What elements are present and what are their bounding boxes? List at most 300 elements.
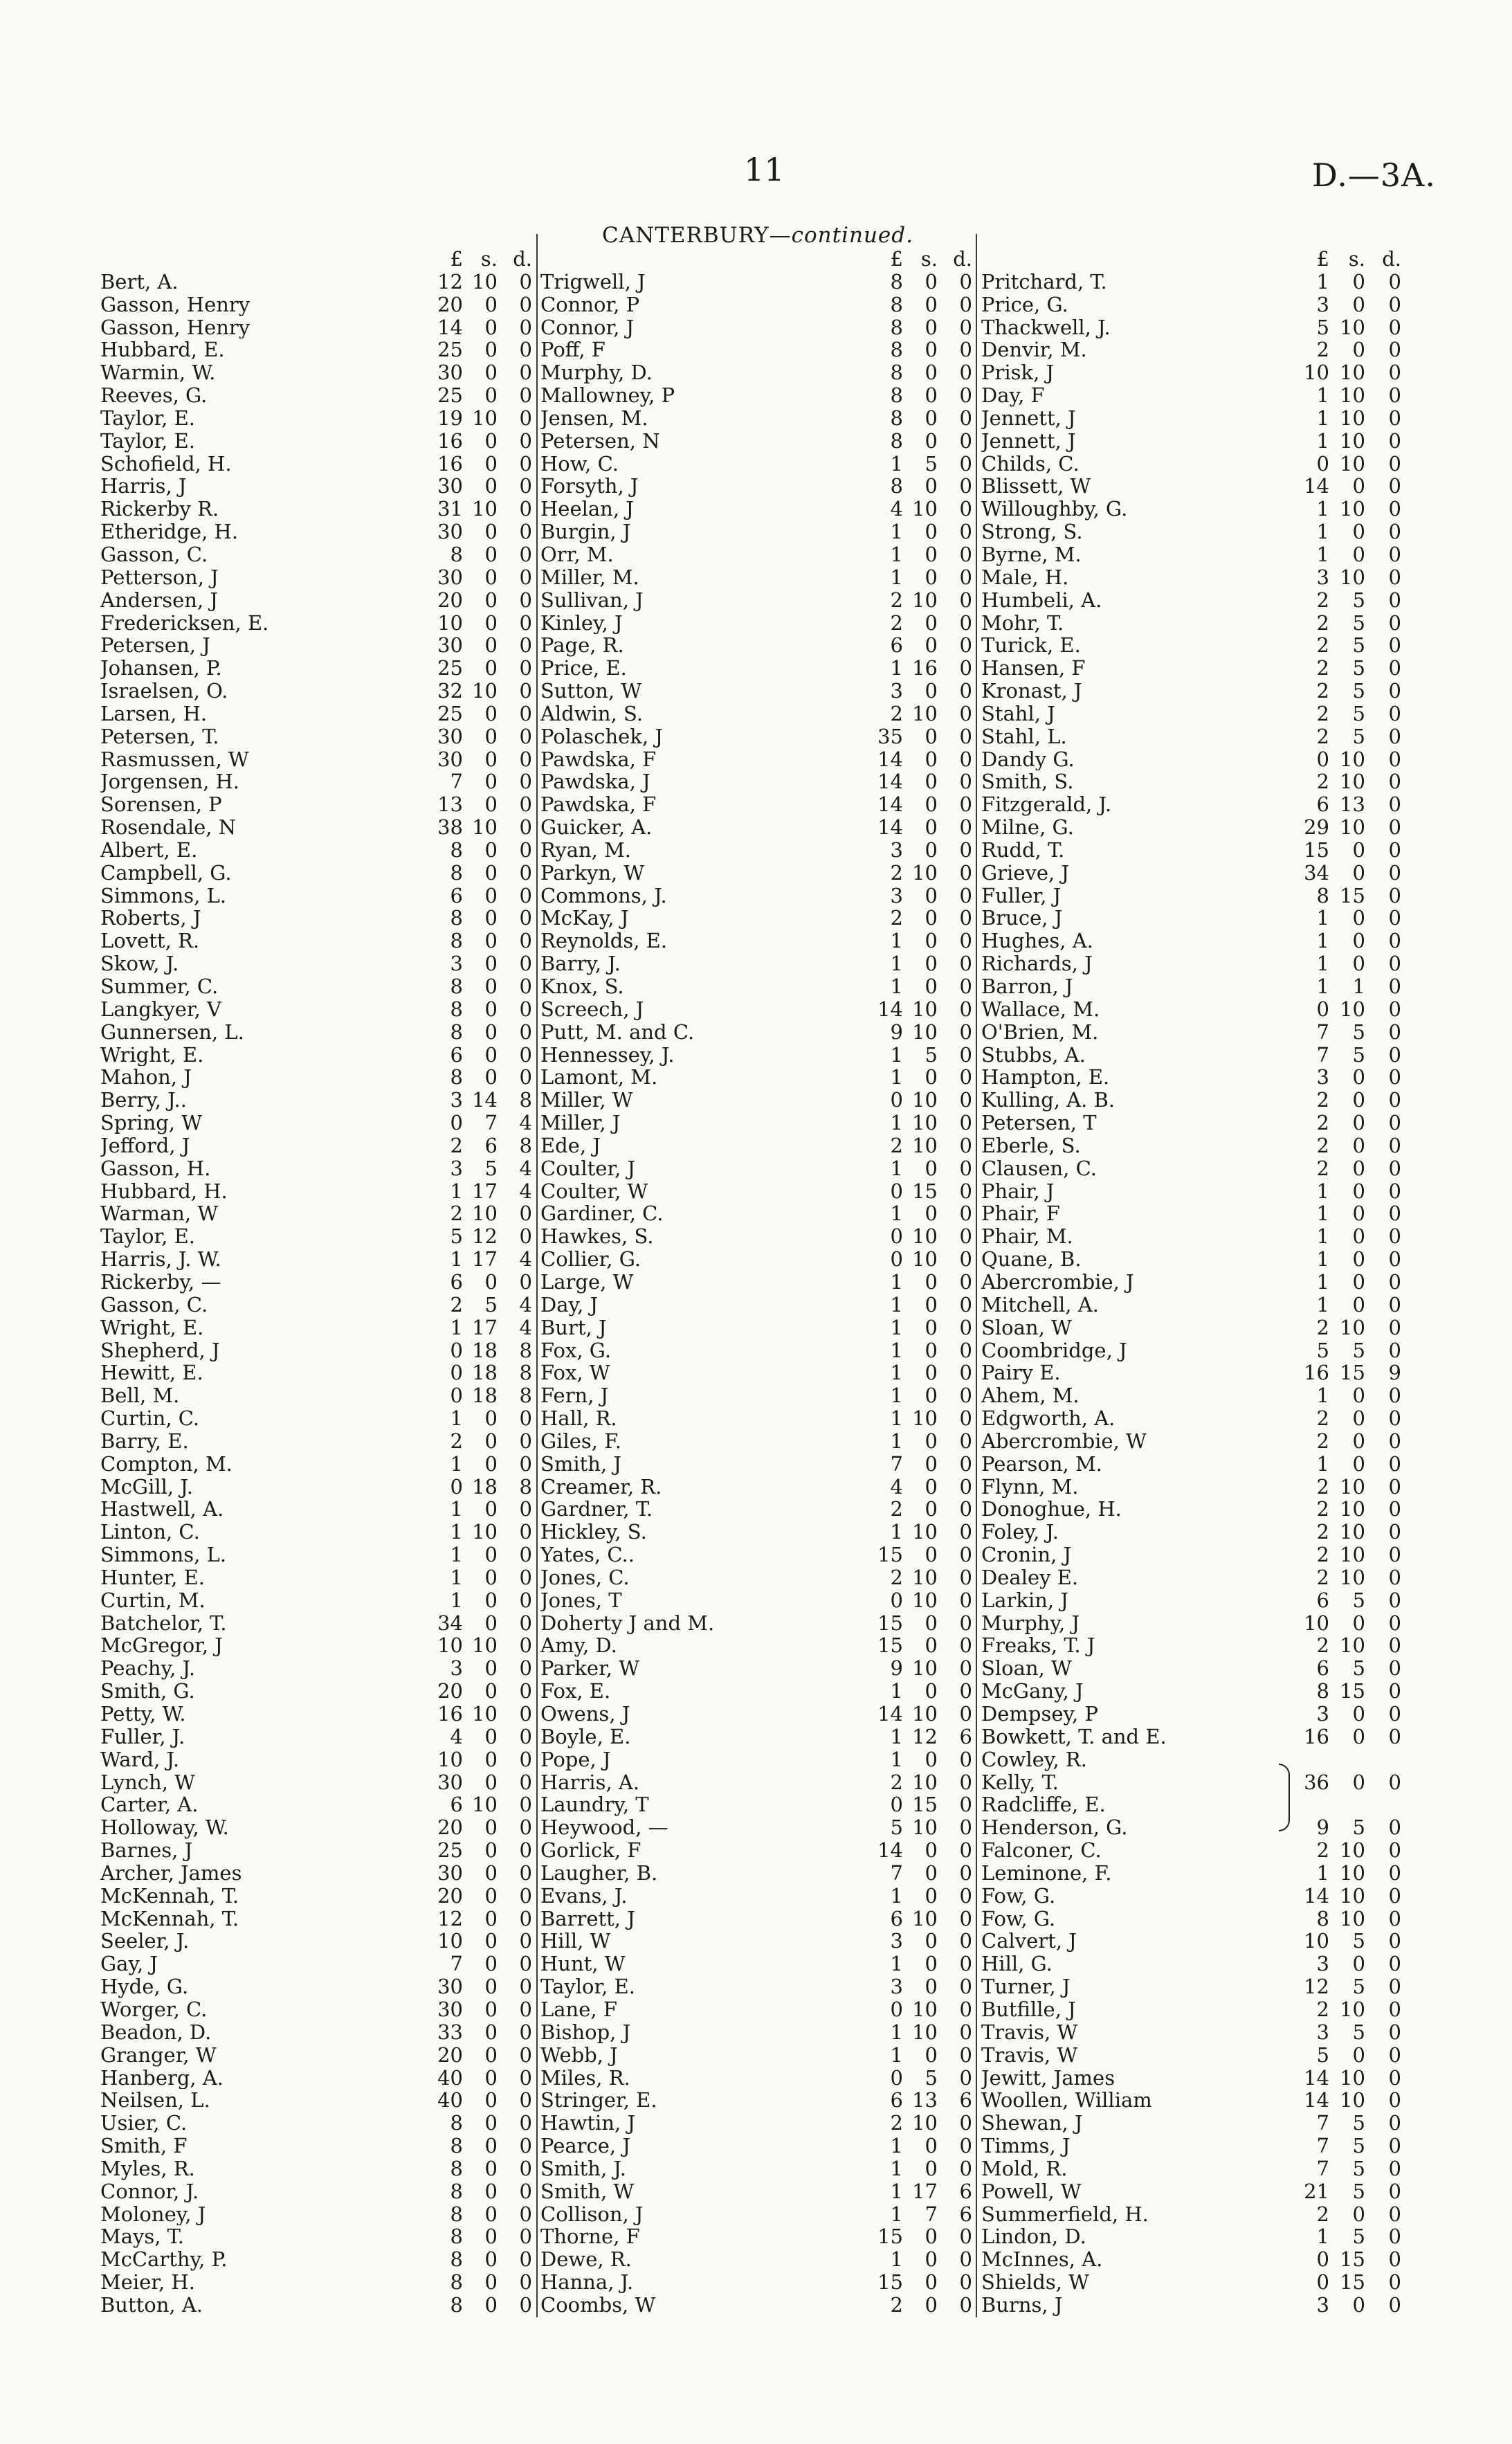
ledger-row bbox=[540, 475, 990, 498]
ledger-row bbox=[981, 2180, 1431, 2203]
entry-pence: 0 bbox=[519, 1543, 532, 1567]
entry-pence: 0 bbox=[959, 1269, 972, 1294]
entry-pounds: 2 bbox=[890, 610, 903, 635]
entry-pence: 0 bbox=[1388, 1451, 1401, 1476]
entry-name: Pope, J bbox=[540, 1748, 611, 1771]
entry-name: Reynolds, E. bbox=[540, 930, 668, 953]
entry-pounds: 6 bbox=[450, 1042, 463, 1067]
entry-pence: 0 bbox=[1388, 1384, 1401, 1408]
entry-name: Mold, R. bbox=[981, 2157, 1068, 2180]
entry-name: Smith, F bbox=[100, 2135, 188, 2157]
entry-shillings: 0 bbox=[1352, 1611, 1365, 1635]
entry-pence: 0 bbox=[519, 2202, 532, 2226]
entry-shillings: 10 bbox=[1340, 770, 1365, 794]
entry-pence: 0 bbox=[959, 793, 972, 817]
entry-pence: 0 bbox=[1388, 1906, 1401, 1930]
entry-pounds: 1 bbox=[890, 1952, 903, 1976]
entry-pence: 0 bbox=[519, 542, 532, 566]
entry-pence: 0 bbox=[519, 747, 532, 771]
entry-name: Shepherd, J bbox=[100, 1339, 220, 1362]
entry-pounds: 8 bbox=[890, 269, 903, 293]
entry-name: Donoghue, H. bbox=[981, 1498, 1122, 1521]
entry-shillings: 5 bbox=[1352, 1816, 1365, 1840]
entry-shillings: 0 bbox=[1352, 474, 1365, 498]
entry-pence: 0 bbox=[959, 1883, 972, 1908]
entry-pence: 0 bbox=[959, 1679, 972, 1703]
entry-shillings: 5 bbox=[1352, 1656, 1365, 1681]
ledger-row bbox=[100, 1384, 550, 1407]
entry-pounds: 6 bbox=[1316, 1588, 1329, 1612]
entry-shillings: 0 bbox=[484, 474, 498, 498]
entry-shillings: 10 bbox=[912, 1702, 938, 1726]
ledger-row bbox=[540, 2271, 990, 2294]
entry-name: Beadon, D. bbox=[100, 2020, 212, 2044]
entry-name: Lindon, D. bbox=[981, 2225, 1086, 2249]
entry-pence: 0 bbox=[519, 497, 532, 521]
ledger-row bbox=[981, 1975, 1431, 1998]
ledger-row bbox=[981, 930, 1431, 952]
entry-pounds: 14 bbox=[877, 997, 903, 1021]
entry-pounds: 8 bbox=[450, 542, 463, 566]
ledger-row bbox=[100, 2135, 550, 2157]
entry-pence: 0 bbox=[1388, 1224, 1401, 1249]
ledger-row bbox=[100, 1498, 550, 1521]
entry-pence: 0 bbox=[1388, 1770, 1401, 1794]
ledger-row bbox=[100, 1430, 550, 1453]
entry-name: Denvir, M. bbox=[981, 338, 1087, 362]
entry-pence: 0 bbox=[1388, 860, 1401, 885]
entry-pence: 0 bbox=[519, 428, 532, 453]
entry-shillings: 10 bbox=[1340, 2088, 1365, 2112]
page-number: 11 bbox=[744, 151, 785, 188]
ledger-row bbox=[981, 1612, 1431, 1635]
ledger-row bbox=[100, 1225, 550, 1248]
entry-name: Peachy, J. bbox=[100, 1657, 196, 1681]
entry-shillings: 10 bbox=[912, 1133, 938, 1157]
entry-pence: 0 bbox=[1388, 2156, 1401, 2180]
entry-shillings: 10 bbox=[912, 1770, 938, 1794]
entry-shillings: 0 bbox=[924, 1679, 938, 1703]
entry-pence: 0 bbox=[519, 633, 532, 658]
entry-shillings: 5 bbox=[1352, 656, 1365, 680]
entry-name: Webb, J bbox=[540, 2043, 618, 2067]
entry-pounds: 14 bbox=[877, 770, 903, 794]
entry-pounds bbox=[1289, 1748, 1333, 1771]
ledger-row bbox=[981, 1089, 1431, 1112]
entry-name: Gorlick, F bbox=[540, 1839, 641, 1862]
entry-name: Hyde, G. bbox=[100, 1975, 189, 1998]
entry-pence: 0 bbox=[959, 1451, 972, 1476]
entry-pence: 0 bbox=[959, 1338, 972, 1362]
entry-shillings: 0 bbox=[924, 383, 938, 408]
entry-shillings: 0 bbox=[924, 906, 938, 930]
entry-shillings: 10 bbox=[912, 497, 938, 521]
entry-pounds: 6 bbox=[450, 883, 463, 907]
ledger-row bbox=[540, 316, 990, 339]
entry-name: Milne, G. bbox=[981, 816, 1074, 839]
entry-pence: 0 bbox=[1388, 1656, 1401, 1681]
entry-pounds: 30 bbox=[437, 565, 463, 589]
entry-shillings: 7 bbox=[924, 2202, 938, 2226]
entry-pounds: 1 bbox=[450, 1543, 463, 1567]
entry-pence: 0 bbox=[519, 2043, 532, 2067]
entry-pounds: 1 bbox=[890, 1679, 903, 1703]
entry-pence: 0 bbox=[519, 565, 532, 589]
ledger-row bbox=[100, 1703, 550, 1726]
entry-pence: 0 bbox=[959, 588, 972, 612]
document-code: D.—3A. bbox=[1312, 156, 1436, 194]
entry-shillings: 0 bbox=[484, 838, 498, 862]
entry-pounds: 20 bbox=[437, 2043, 463, 2067]
entry-shillings: 0 bbox=[1352, 2292, 1365, 2317]
entry-shillings: 0 bbox=[924, 1269, 938, 1294]
entry-pounds: 2 bbox=[890, 588, 903, 612]
entry-pence: 0 bbox=[1388, 474, 1401, 498]
entry-name: Bruce, J bbox=[981, 907, 1063, 930]
entry-shillings: 15 bbox=[1340, 1679, 1365, 1703]
entry-name: Granger, W bbox=[100, 2043, 217, 2067]
entry-pounds: 2 bbox=[1316, 1997, 1329, 2021]
entry-name: Miller, M. bbox=[540, 565, 639, 589]
ledger-row bbox=[100, 521, 550, 543]
entry-name: Carter, A. bbox=[100, 1793, 199, 1817]
entry-name: Gasson, C. bbox=[100, 543, 208, 566]
entry-shillings: 10 bbox=[912, 1088, 938, 1112]
entry-shillings: 10 bbox=[472, 497, 498, 521]
ledger-row bbox=[540, 498, 990, 521]
ledger-row bbox=[540, 1521, 990, 1544]
ledger-row bbox=[981, 1248, 1431, 1271]
entry-pence: 0 bbox=[1388, 906, 1401, 930]
entry-pence: 0 bbox=[519, 1451, 532, 1476]
entry-pounds: 8 bbox=[890, 315, 903, 339]
entry-shillings: 0 bbox=[1352, 292, 1365, 316]
entry-pounds: 4 bbox=[450, 1724, 463, 1748]
entry-shillings: 0 bbox=[1352, 1156, 1365, 1180]
entry-name: Kronast, J bbox=[981, 680, 1082, 703]
entry-shillings: 0 bbox=[484, 588, 498, 612]
entry-shillings: 0 bbox=[924, 1202, 938, 1226]
entry-pounds: 2 bbox=[1316, 701, 1329, 725]
entry-pounds: 10 bbox=[437, 610, 463, 635]
entry-pounds: 0 bbox=[450, 1338, 463, 1362]
entry-pence: 0 bbox=[519, 2225, 532, 2249]
entry-pence: 0 bbox=[1388, 1269, 1401, 1294]
entry-shillings: 0 bbox=[484, 2134, 498, 2158]
entry-pence: 0 bbox=[959, 1633, 972, 1658]
entry-pence: 0 bbox=[1388, 815, 1401, 840]
entry-pence: 0 bbox=[519, 2156, 532, 2180]
entry-pence: 0 bbox=[959, 1656, 972, 1681]
entry-shillings: 10 bbox=[912, 588, 938, 612]
entry-pence: 0 bbox=[959, 1861, 972, 1885]
entry-shillings: 13 bbox=[912, 2088, 938, 2112]
entry-pounds: 1 bbox=[890, 542, 903, 566]
entry-pounds: 30 bbox=[437, 747, 463, 771]
ledger-row bbox=[100, 1839, 550, 1862]
entry-pounds: 8 bbox=[890, 428, 903, 453]
entry-name: Radcliffe, E. bbox=[981, 1793, 1106, 1817]
ledger-row bbox=[981, 293, 1431, 316]
entry-pounds: 1 bbox=[1316, 1179, 1329, 1203]
entry-shillings: 10 bbox=[472, 1702, 498, 1726]
entry-pounds: 1 bbox=[1316, 520, 1329, 544]
entry-pounds: 1 bbox=[1316, 906, 1329, 930]
entry-shillings: 0 bbox=[484, 1565, 498, 1589]
entry-pence: 0 bbox=[1388, 838, 1401, 862]
entry-pounds: 19 bbox=[437, 406, 463, 430]
ledger-row bbox=[100, 2044, 550, 2067]
ledger-row bbox=[100, 839, 550, 862]
entry-pounds: 30 bbox=[437, 1861, 463, 1885]
entry-name: Simmons, L. bbox=[100, 884, 227, 907]
entry-pence: 0 bbox=[959, 724, 972, 748]
ledger-row bbox=[540, 2225, 990, 2248]
entry-pounds: 1 bbox=[890, 1202, 903, 1226]
entry-shillings: 0 bbox=[484, 1020, 498, 1044]
entry-name: Dewe, R. bbox=[540, 2248, 632, 2272]
entry-pence: 0 bbox=[519, 1679, 532, 1703]
entry-shillings: 5 bbox=[484, 1292, 498, 1316]
entry-pence: 0 bbox=[959, 315, 972, 339]
entry-pence: 0 bbox=[1388, 1292, 1401, 1316]
entry-name: Summerfield, H. bbox=[981, 2202, 1149, 2226]
entry-name: Hewitt, E. bbox=[100, 1361, 203, 1385]
entry-name: McGany, J bbox=[981, 1680, 1084, 1703]
entry-pounds: 13 bbox=[437, 793, 463, 817]
entry-pounds: 29 bbox=[1304, 815, 1329, 840]
entry-name: Gardiner, C. bbox=[540, 1202, 664, 1226]
entry-name: Abercrombie, J bbox=[981, 1270, 1134, 1294]
entry-pence: 0 bbox=[1388, 1588, 1401, 1612]
ledger-row bbox=[100, 1771, 550, 1794]
ledger-row bbox=[540, 680, 990, 703]
entry-pence: 0 bbox=[1388, 383, 1401, 408]
entry-pence: 4 bbox=[519, 1111, 532, 1135]
entry-name: Fuller, J bbox=[981, 884, 1062, 907]
entry-pounds: 2 bbox=[1316, 1088, 1329, 1112]
entry-pence: 0 bbox=[1388, 1156, 1401, 1180]
section-title-main: CANTERBURY— bbox=[602, 223, 792, 248]
entry-name: Creamer, R. bbox=[540, 1475, 662, 1499]
entry-shillings: 0 bbox=[484, 1838, 498, 1863]
ledger-row bbox=[100, 589, 550, 612]
entry-pence: 0 bbox=[519, 361, 532, 385]
entry-name: Guicker, A. bbox=[540, 816, 653, 839]
entry-name: Summer, C. bbox=[100, 975, 219, 998]
entry-name: Orr, M. bbox=[540, 543, 614, 566]
entry-shillings: 0 bbox=[924, 2043, 938, 2067]
ledger-row bbox=[981, 1453, 1431, 1476]
entry-pence: 0 bbox=[1388, 1997, 1401, 2021]
entry-pence: 0 bbox=[959, 1292, 972, 1316]
entry-pounds: 0 bbox=[1316, 997, 1329, 1021]
entry-name: McKay, J bbox=[540, 907, 629, 930]
entry-shillings: 0 bbox=[924, 724, 938, 748]
entry-name: Batchelor, T. bbox=[100, 1611, 227, 1635]
entry-pence: 0 bbox=[519, 1770, 532, 1794]
entry-shillings: 0 bbox=[924, 2292, 938, 2317]
entry-shillings: 0 bbox=[924, 292, 938, 316]
ledger-row bbox=[981, 1225, 1431, 1248]
ledger-row bbox=[981, 589, 1431, 612]
ledger-row bbox=[100, 657, 550, 680]
entry-shillings: 0 bbox=[484, 701, 498, 725]
entry-shillings: 10 bbox=[1340, 1543, 1365, 1567]
ledger-row bbox=[540, 1953, 990, 1975]
entry-pounds: 3 bbox=[450, 1656, 463, 1681]
entry-shillings: 10 bbox=[1340, 565, 1365, 589]
entry-pence: 0 bbox=[519, 906, 532, 930]
entry-name: Miles, R. bbox=[540, 2066, 630, 2090]
entry-pence: 0 bbox=[1388, 610, 1401, 635]
entry-shillings: 5 bbox=[1352, 701, 1365, 725]
entry-name: Collison, J bbox=[540, 2202, 644, 2226]
entry-pounds: 1 bbox=[450, 1179, 463, 1203]
entry-pounds: 2 bbox=[1316, 656, 1329, 680]
entry-name: Mahon, J bbox=[100, 1066, 192, 1089]
entry-shillings: 0 bbox=[1352, 1292, 1365, 1316]
entry-pounds: 7 bbox=[450, 770, 463, 794]
entry-pounds: 21 bbox=[1304, 2179, 1329, 2203]
entry-pence: 0 bbox=[1388, 1088, 1401, 1112]
ledger-row bbox=[981, 384, 1431, 407]
ledger-row bbox=[100, 498, 550, 521]
entry-pence: 6 bbox=[959, 2202, 972, 2226]
entry-shillings: 0 bbox=[1352, 2043, 1365, 2067]
entry-name: Smith, S. bbox=[981, 770, 1074, 794]
entry-pence: 0 bbox=[959, 1838, 972, 1863]
ledger-row bbox=[981, 1589, 1431, 1612]
entry-pounds: 2 bbox=[1316, 1406, 1329, 1431]
entry-name: Bell, M. bbox=[100, 1384, 180, 1408]
entry-name: Willoughby, G. bbox=[981, 498, 1128, 521]
entry-shillings: 10 bbox=[912, 1565, 938, 1589]
entry-shillings: 0 bbox=[484, 610, 498, 635]
entry-pounds: 2 bbox=[450, 1202, 463, 1226]
entry-pence: 0 bbox=[519, 701, 532, 725]
entry-pounds: 2 bbox=[1316, 610, 1329, 635]
entry-shillings: 0 bbox=[484, 2225, 498, 2249]
entry-shillings: 0 bbox=[484, 2202, 498, 2226]
entry-pounds: 1 bbox=[1316, 1269, 1329, 1294]
entry-name: Male, H. bbox=[981, 565, 1069, 589]
ledger-row bbox=[540, 748, 990, 771]
entry-name: Trigwell, J bbox=[540, 270, 646, 293]
entry-shillings: 10 bbox=[1340, 1315, 1365, 1339]
entry-shillings: 0 bbox=[924, 2134, 938, 2158]
entry-pence: 0 bbox=[519, 292, 532, 316]
entry-name: Holloway, W. bbox=[100, 1816, 229, 1840]
entry-pence: 0 bbox=[519, 1042, 532, 1067]
entry-pence: 0 bbox=[959, 656, 972, 680]
entry-pence: 0 bbox=[1388, 1065, 1401, 1089]
entry-pence: 0 bbox=[959, 975, 972, 998]
entry-shillings: 17 bbox=[472, 1179, 498, 1203]
entry-pence: 0 bbox=[1388, 588, 1401, 612]
entry-pounds: 3 bbox=[1316, 2292, 1329, 2317]
entry-pence: 0 bbox=[1388, 2292, 1401, 2317]
entry-shillings: 0 bbox=[924, 1611, 938, 1635]
entry-pounds: 1 bbox=[890, 1269, 903, 1294]
entry-pounds: 6 bbox=[890, 1906, 903, 1930]
entry-pounds: 7 bbox=[1316, 2111, 1329, 2135]
entry-shillings: 0 bbox=[1352, 520, 1365, 544]
entry-shillings: 0 bbox=[1352, 838, 1365, 862]
entry-pounds: 2 bbox=[1316, 1111, 1329, 1135]
ledger-row bbox=[981, 2067, 1431, 2090]
entry-pence: 0 bbox=[959, 428, 972, 453]
entry-shillings: 17 bbox=[912, 2179, 938, 2203]
entry-pence: 4 bbox=[519, 1156, 532, 1180]
entry-pence: 0 bbox=[1388, 2043, 1401, 2067]
entry-pounds: 10 bbox=[1304, 1611, 1329, 1635]
entry-name: Amy, D. bbox=[540, 1634, 617, 1658]
ledger-row bbox=[540, 1157, 990, 1180]
entry-pounds: 30 bbox=[437, 520, 463, 544]
ledger-row bbox=[981, 2225, 1431, 2248]
entry-pounds: 14 bbox=[1304, 2065, 1329, 2090]
entry-shillings: 10 bbox=[912, 1224, 938, 1249]
ledger-row bbox=[540, 770, 990, 793]
entry-shillings: 0 bbox=[1352, 1247, 1365, 1271]
column-1 bbox=[100, 248, 550, 2317]
entry-pounds: 3 bbox=[450, 952, 463, 976]
entry-pence: 0 bbox=[519, 883, 532, 907]
ledger-row bbox=[981, 316, 1431, 339]
entry-shillings: 10 bbox=[912, 1656, 938, 1681]
entry-pounds: 25 bbox=[437, 656, 463, 680]
entry-name: Etheridge, H. bbox=[100, 521, 239, 543]
entry-name: Murphy, D. bbox=[540, 361, 653, 385]
entry-name: Lamont, M. bbox=[540, 1066, 658, 1089]
entry-pounds: 1 bbox=[1316, 952, 1329, 976]
ledger-row bbox=[100, 1157, 550, 1180]
ledger-row bbox=[100, 975, 550, 998]
entry-pence: 0 bbox=[519, 2020, 532, 2044]
entry-name: Cronin, J bbox=[981, 1544, 1072, 1566]
entry-shillings: 0 bbox=[924, 679, 938, 703]
entry-name: Large, W bbox=[540, 1270, 634, 1294]
entry-pence: 0 bbox=[519, 1975, 532, 1999]
entry-shillings: 10 bbox=[1340, 451, 1365, 476]
entry-shillings: 0 bbox=[924, 793, 938, 817]
ledger-row bbox=[100, 1657, 550, 1680]
entry-pounds: 2 bbox=[1316, 679, 1329, 703]
entry-pounds: 20 bbox=[437, 1679, 463, 1703]
entry-shillings: 15 bbox=[1340, 883, 1365, 907]
ledger-row bbox=[540, 1453, 990, 1476]
entry-shillings: 0 bbox=[1352, 1224, 1365, 1249]
ledger-row bbox=[100, 770, 550, 793]
ledger-row bbox=[540, 293, 990, 316]
entry-shillings: 0 bbox=[924, 1451, 938, 1476]
entry-name: Harris, J. W. bbox=[100, 1248, 221, 1271]
entry-pounds: 3 bbox=[890, 1929, 903, 1953]
ledger-row bbox=[540, 1066, 990, 1089]
entry-shillings: 0 bbox=[924, 1633, 938, 1658]
entry-pence: 0 bbox=[959, 2043, 972, 2067]
entry-name: McGregor, J bbox=[100, 1634, 223, 1658]
entry-pounds: 8 bbox=[890, 338, 903, 362]
ledger-row bbox=[981, 839, 1431, 862]
ledger-row bbox=[540, 1657, 990, 1680]
entry-shillings: 0 bbox=[484, 1929, 498, 1953]
entry-name: Parkyn, W bbox=[540, 861, 645, 885]
entry-name: Jones, T bbox=[540, 1588, 622, 1612]
entry-pounds: 3 bbox=[1316, 1952, 1329, 1976]
entry-shillings: 15 bbox=[1340, 2270, 1365, 2294]
